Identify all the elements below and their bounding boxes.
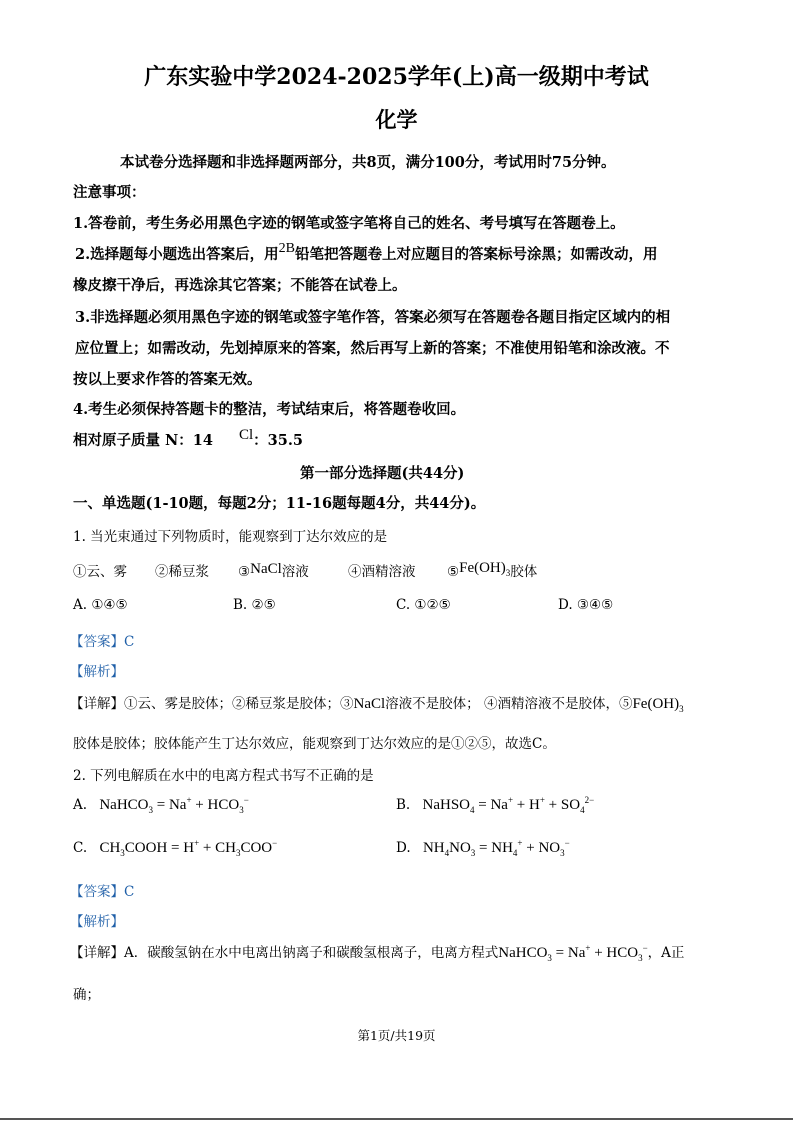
q1-item-4: ④酒精溶液 [348,564,416,580]
atomic-mass-cl-value: ：35.5 [253,432,303,449]
exam-title: 广东实验中学2024-2025学年(上)高一级期中考试 [144,64,649,90]
note-2-text-a: 2.选择题每小题选出答案后，用 [75,246,279,263]
q1-item-5-num: ⑤ [447,564,460,580]
q2-option-b-label: B. [396,797,411,813]
note-2-cont: 橡皮擦干净后，再选涂其它答案；不能答在试卷上。 [73,277,407,294]
q1-item-3-text: 溶液 [281,564,309,580]
notes-heading: 注意事项： [73,184,146,201]
q2-answer: 【答案】C [70,884,135,900]
q1-item-5-formula-main: Fe(OH) [459,560,506,576]
q1-item-5-formula [459,560,510,576]
section-single-choice: 一、单选题(1-10题，每题2分；11-16题每题4分，共44分)。 [73,495,486,512]
q1-detail-feoh3 [632,696,683,712]
note-3-line-3: 按以上要求作答的答案无效。 [73,371,262,388]
q1-item-3-num: ③ [238,564,251,580]
q2-detail-cont: 确； [73,987,100,1003]
page-footer: 第1页/共19页 [357,1028,436,1043]
q1-option-c: C. ①②⑤ [396,597,451,613]
exam-intro: 本试卷分选择题和非选择题两部分，共8页，满分100分，考试用时75分钟。 [120,154,616,171]
q1-detail-nacl: NaCl [353,696,386,712]
atomic-mass-line [73,429,303,450]
q2-option-c-equation: $CH_3COOH = H^+ + CH_3COO^-$ [99,838,278,858]
q2-option-b [396,795,594,815]
q1-detail-text-b: 溶液不是胶体； ④酒精溶液不是胶体，⑤ [385,696,633,712]
note-2-pencil: 2B [278,241,295,256]
q1-detail-label-text: 【详解】①云、雾是胶体；②稀豆浆是胶体；③ [70,696,354,712]
q2-detail-text-a: 【详解】A．碳酸氢钠在水中电离出钠离子和碳酸氢根离子，电离方程式 [70,945,499,961]
q2-option-d-label: D. [396,840,411,856]
q2-option-c [73,838,277,858]
q1-detail-feoh3-main: Fe(OH) [632,696,680,712]
q1-analysis-label: 【解析】 [70,664,124,680]
q2-option-d-equation: $NH_4NO_3 = NH_4^+ + NO_3^-$ [422,838,570,858]
q2-detail-equation: NaHCO$_3$ = $Na^+ + HCO_3^-$ [498,943,648,963]
atomic-mass-n: 相对原子质量 N：14 [73,432,213,449]
q1-item-5 [447,560,537,582]
note-1: 1.答卷前，考生务必用黑色字迹的钢笔或签字笔将自己的姓名、考号填写在答题卷上。 [73,215,625,232]
subject-title: 化学 [375,107,418,132]
q1-stem: 1. 当光束通过下列物质时，能观察到丁达尔效应的是 [73,529,388,545]
q1-detail-feoh3-sub: 3 [679,704,684,714]
q1-item-2: ②稀豆浆 [155,564,209,580]
bottom-divider [0,1118,793,1120]
q1-detail [70,692,684,714]
note-2-text-c: 铅笔把答题卷上对应题目的答案标号涂黑；如需改动，用 [294,246,658,263]
q1-detail-cont: 胶体是胶体；胶体能产生丁达尔效应，能观察到丁达尔效应的是①②⑤，故选C。 [73,736,556,752]
note-3-line-1: 3.非选择题必须用黑色字迹的钢笔或签字笔作答，答案必须写在答题卷各题目指定区域内的相 [75,309,671,326]
q1-option-d: D. ③④⑤ [558,597,614,613]
part-1-heading: 第一部分选择题(共44分) [300,465,465,482]
q1-item-5-formula-sub: 3 [505,568,511,578]
note-2 [75,243,657,264]
q1-item-5-text: 胶体 [510,564,538,580]
q1-answer: 【答案】C [70,634,135,650]
q1-option-b: B. ②⑤ [233,597,276,613]
q2-detail-text-b: ，A正 [647,945,685,961]
q1-item-1: ①云、雾 [73,564,127,580]
note-4: 4.考生必须保持答题卡的整洁，考试结束后，将答题卷收回。 [73,401,466,418]
q2-option-b-equation: NaHSO$_4$ = $Na^+ + H^+ + SO_4^{2-}$ [422,795,595,815]
q2-option-a-label: A. [73,797,88,813]
note-3-line-2: 应位置上；如需改动，先划掉原来的答案，然后再写上新的答案；不准使用铅笔和涂改液。不 [75,340,670,357]
q2-detail [70,941,684,963]
q2-option-a [73,795,249,815]
q2-stem: 2. 下列电解质在水中的电离方程式书写不正确的是 [73,768,374,784]
q2-option-d [396,838,570,858]
q2-analysis-label: 【解析】 [70,914,124,930]
q1-item-3-formula: NaCl [250,561,282,577]
q1-option-a: A. ①④⑤ [73,597,128,613]
q1-item-3 [238,560,309,581]
q2-option-a-equation: NaHCO$_3$ = $Na^+ + HCO_3^-$ [99,795,249,815]
q2-option-c-label: C. [73,840,88,856]
atomic-mass-cl-symbol: Cl [238,427,254,443]
